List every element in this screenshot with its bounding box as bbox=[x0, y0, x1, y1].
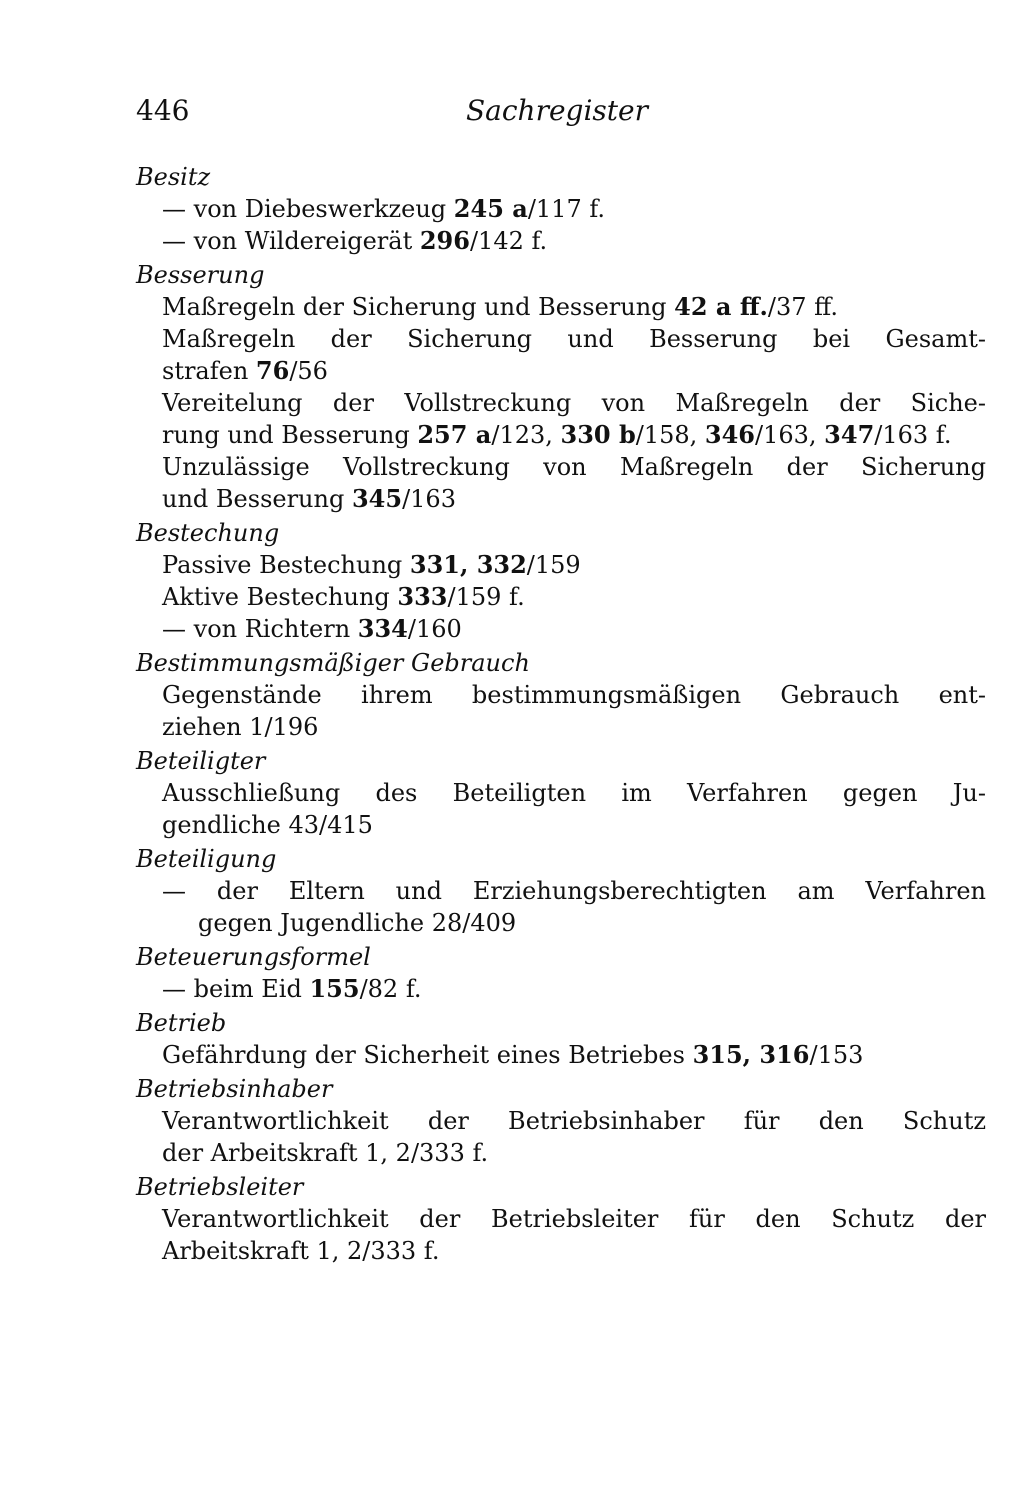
entry-line: Ausschließung des Beteiligten im Verfahren gegen Ju- bbox=[162, 779, 986, 807]
entry-line: Maßregeln der Sicherung und Besserung 42 a ff./37 ff. bbox=[162, 292, 838, 321]
entry-line: — von Richtern 334/160 bbox=[162, 614, 462, 643]
entry-line: Gegenstände ihrem bestimmungsmäßigen Gebrauch ent- bbox=[162, 681, 986, 709]
entry-line: Gefährdung der Sicherheit eines Betriebes 315, 316/153 bbox=[162, 1040, 864, 1069]
entry-line: — von Diebeswerkzeug 245 a/117 f. bbox=[162, 194, 605, 223]
entry-line: ziehen 1/196 bbox=[162, 713, 319, 741]
entry-line: — beim Eid 155/82 f. bbox=[162, 974, 422, 1003]
entry-line: der Arbeitskraft 1, 2/333 f. bbox=[162, 1139, 489, 1167]
entry-line: Verantwortlichkeit der Betriebsleiter für den Schutz der bbox=[162, 1205, 986, 1233]
entry-heading: Beteiligter bbox=[136, 747, 266, 775]
entry-heading: Besitz bbox=[136, 163, 211, 191]
entry-line: Passive Bestechung 331, 332/159 bbox=[162, 550, 581, 579]
entry-heading: Betriebsinhaber bbox=[136, 1075, 333, 1103]
entry-beteuerungsformel bbox=[136, 941, 986, 1005]
entry-betrieb bbox=[136, 1007, 986, 1071]
entry-line: und Besserung 345/163 bbox=[162, 484, 456, 513]
entry-bestimmungsmaessiger-gebrauch bbox=[136, 647, 986, 743]
entry-line: Unzulässige Vollstreckung von Maßregeln der Sicherung bbox=[162, 453, 986, 481]
entry-besserung bbox=[136, 259, 986, 515]
entry-line: Verantwortlichkeit der Betriebsinhaber für den Schutz bbox=[162, 1107, 986, 1135]
entry-line: Aktive Bestechung 333/159 f. bbox=[162, 582, 525, 611]
entry-heading: Bestimmungsmäßiger Gebrauch bbox=[136, 649, 530, 677]
entry-line: strafen 76/56 bbox=[162, 356, 328, 385]
entry-line: Arbeitskraft 1, 2/333 f. bbox=[162, 1237, 440, 1265]
entry-besitz bbox=[136, 161, 986, 257]
index-entries bbox=[136, 160, 986, 1269]
entry-heading: Betriebsleiter bbox=[136, 1173, 304, 1201]
entry-line: Vereitelung der Vollstreckung von Maßregeln der Siche- bbox=[162, 389, 986, 417]
entry-heading: Betrieb bbox=[136, 1009, 227, 1037]
running-title: Sachregister bbox=[466, 94, 648, 127]
entry-heading: Bestechung bbox=[136, 519, 280, 547]
entry-heading: Beteuerungsformel bbox=[136, 943, 371, 971]
entry-betriebsleiter bbox=[136, 1171, 986, 1267]
entry-heading: Beteiligung bbox=[136, 845, 277, 873]
entry-line: — von Wildereigerät 296/142 f. bbox=[162, 226, 548, 255]
entry-betriebsinhaber bbox=[136, 1073, 986, 1169]
entry-heading: Besserung bbox=[136, 261, 265, 289]
entry-line: gendliche 43/415 bbox=[162, 811, 373, 839]
entry-line: — der Eltern und Erziehungsberechtigten am Verfahren bbox=[162, 877, 986, 905]
entry-bestechung bbox=[136, 517, 986, 645]
entry-line: gegen Jugendliche 28/409 bbox=[198, 909, 517, 937]
page-header bbox=[136, 94, 648, 134]
entry-line: Maßregeln der Sicherung und Besserung bei Gesamt- bbox=[162, 325, 986, 353]
entry-beteiligung bbox=[136, 843, 986, 939]
entry-beteiligter bbox=[136, 745, 986, 841]
page-number: 446 bbox=[136, 94, 190, 127]
entry-line: rung und Besserung 257 a/123, 330 b/158, 346/163, 347/163 f. bbox=[162, 420, 952, 449]
